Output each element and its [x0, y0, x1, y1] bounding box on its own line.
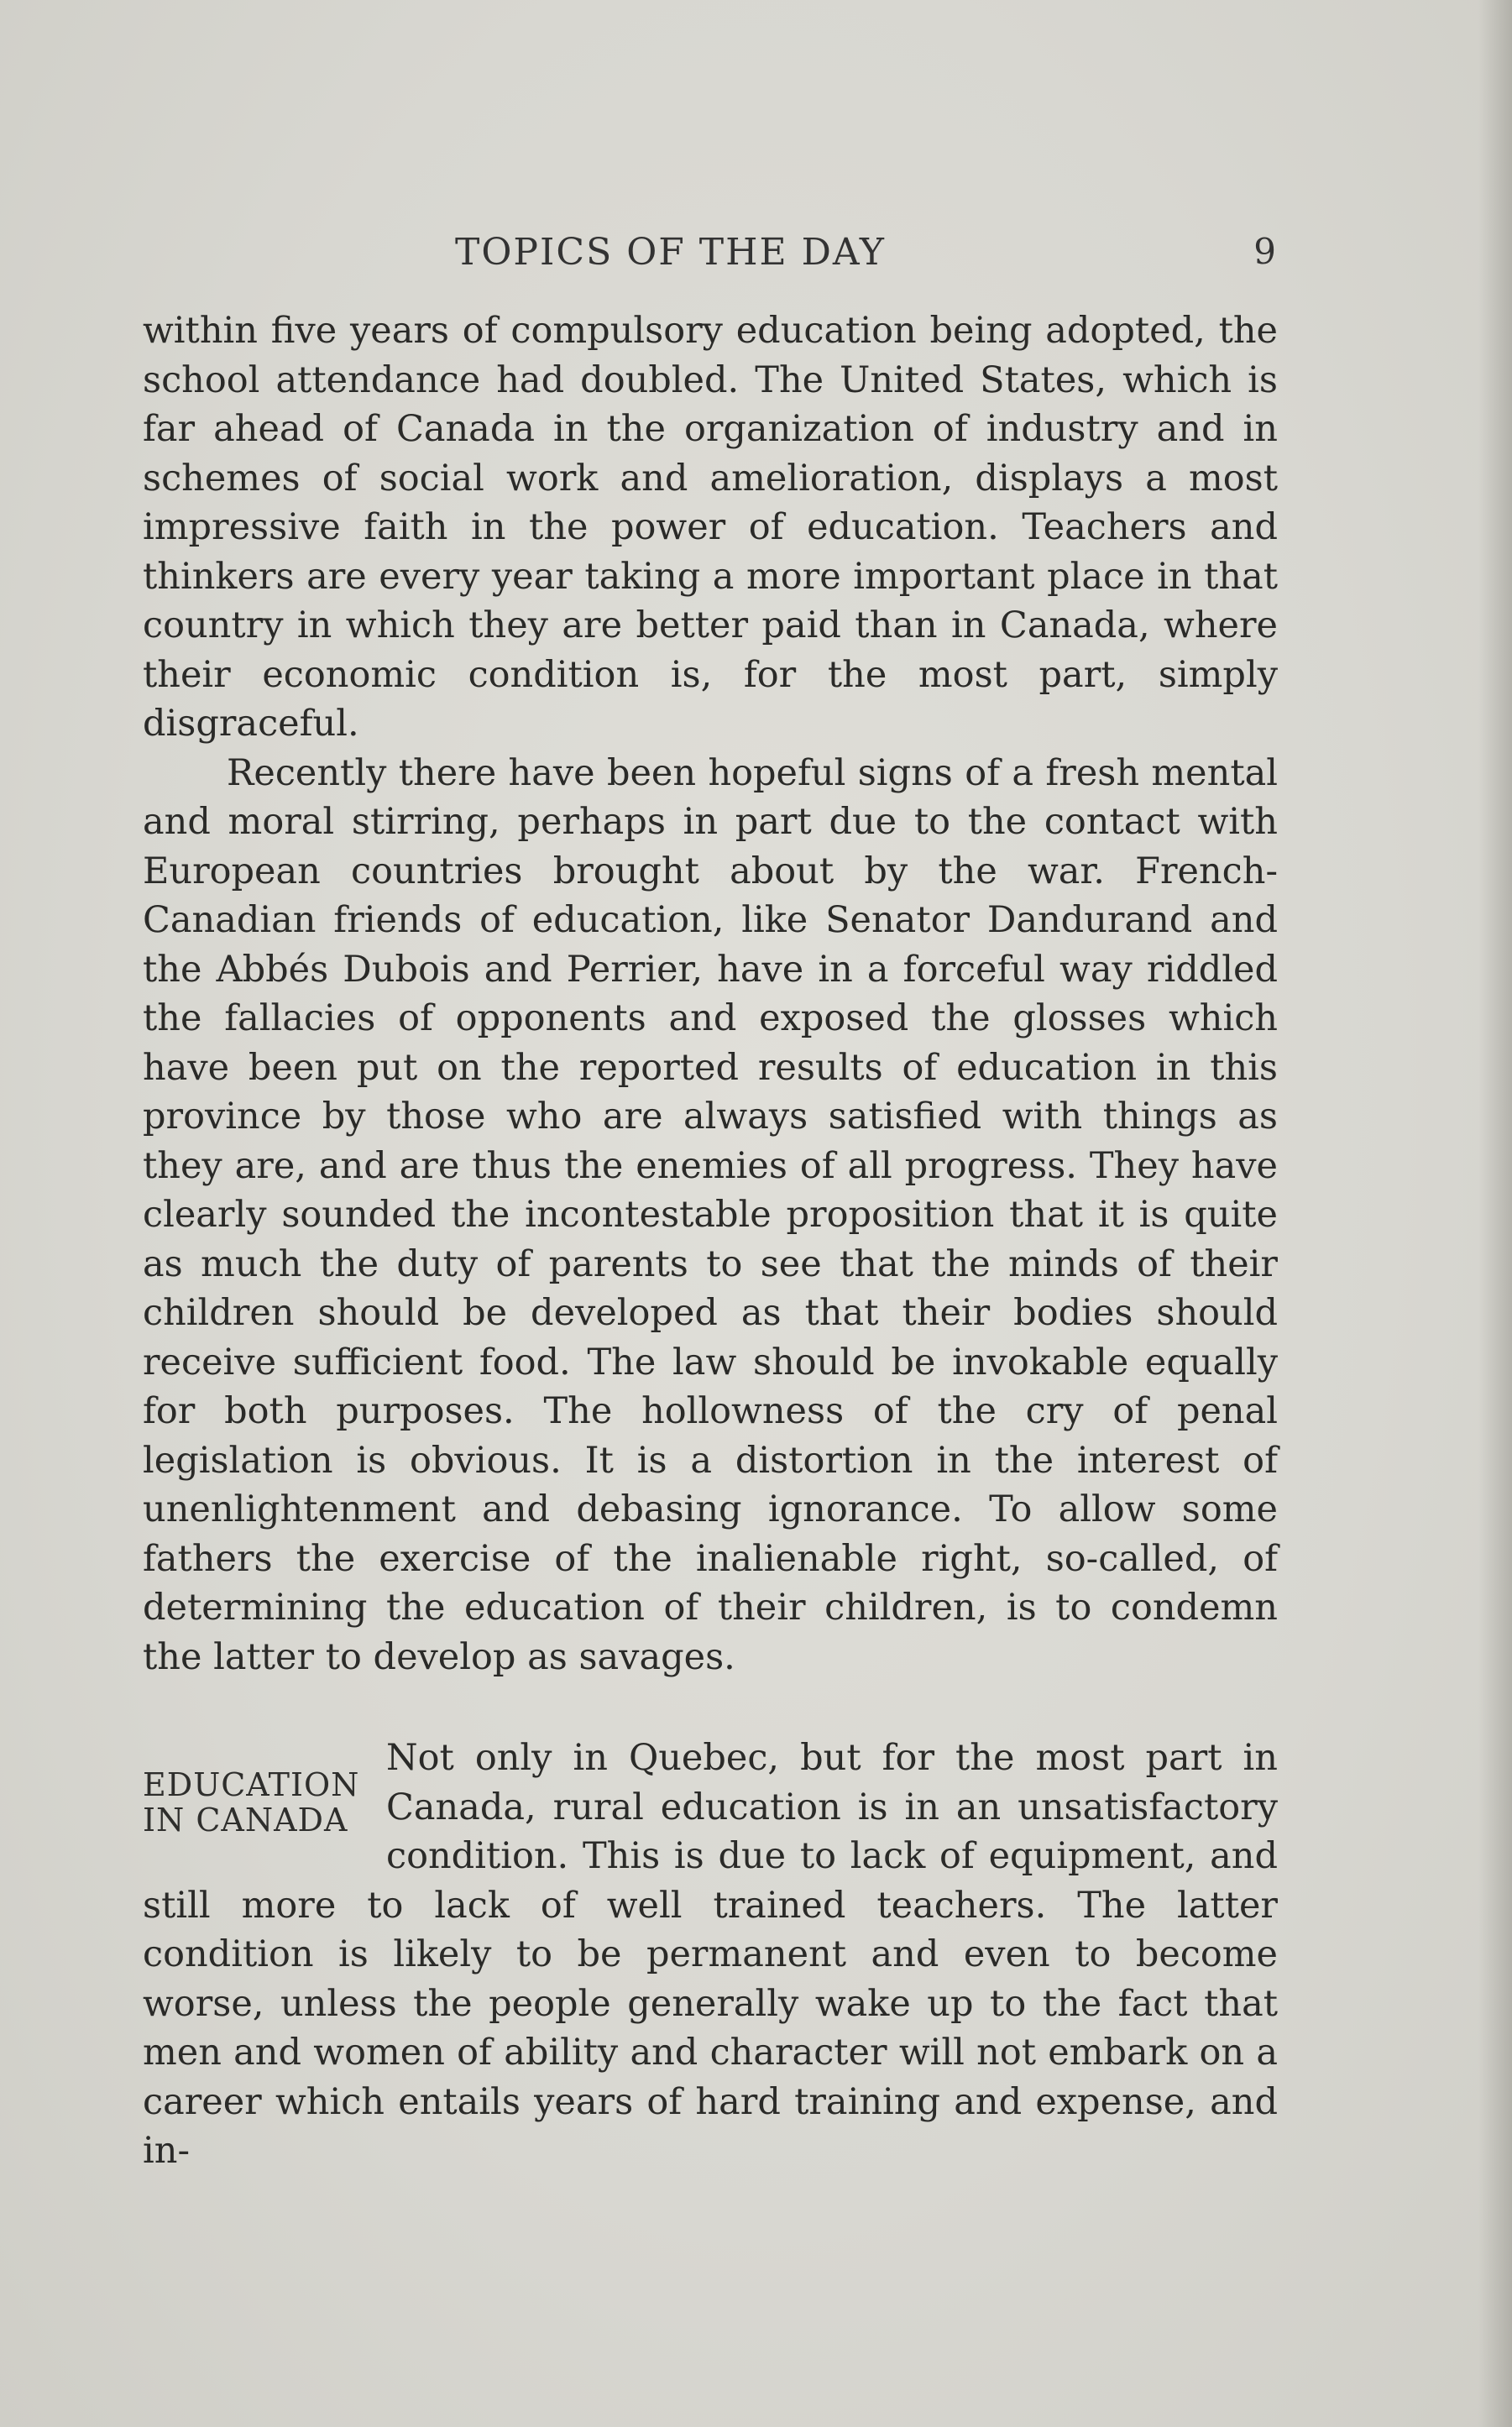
- side-heading-line-2: IN CANADA: [143, 1802, 348, 1839]
- body-text: [143, 306, 1278, 1682]
- running-head-title: TOPICS OF THE DAY: [455, 231, 886, 274]
- section-paragraph: Not only in Quebec, but for the most part in Canada, rural education is in an unsatisfactory condition. This is due to lack of equipment, and still more to lack of well trained teachers. The latter condition is likely to be permanent and even to become worse, unless the people generally wake up to the fact that men and women of ability and character will not embark on a career which entails years of hard training and expense, and in-: [143, 1737, 1278, 2172]
- side-heading: [143, 1767, 386, 1838]
- side-heading-line-1: EDUCATION: [143, 1766, 360, 1803]
- running-head: [147, 231, 1276, 281]
- paragraph-recently: Recently there have been hopeful signs of a fresh mental and moral stirring, perhaps in part due to the contact with European countries brought about by the war. French-Canadian friends of education, like Senator Dandurand and the Abbés Dubois and Perrier, have in a forceful way riddled the fallacies of opponents and exposed the glosses which have been put on the reported results of education in this province by those who are always satisfied with things as they are, and are thus the enemies of all progress. They have clearly sounded the incontestable proposition that it is quite as much the duty of parents to see that the minds of their children should be developed as that their bodies should receive sufficient food. The law should be invokable equally for both purposes. The hollowness of the cry of penal legislation is obvious. It is a distortion in the interest of unenlightenment and debasing ignorance. To allow some fathers the exercise of the inalienable right, so-called, of determining the education of their children, is to condemn the latter to develop as savages.: [143, 751, 1278, 1678]
- page-edge-shadow: [1478, 0, 1512, 2427]
- education-in-canada-section: [143, 1734, 1278, 2176]
- page-number: 9: [1253, 231, 1276, 272]
- paragraph-continued: within five years of compulsory education being adopted, the school attendance had doubled. The United States, which is far ahead of Canada in the organization of industry and in schemes of social work and amelioration, displays a most impressive faith in the power of education. Teachers and thinkers are every year taking a more important place in that country in which they are better paid than in Canada, where their economic condition is, for the most part, simply disgraceful.: [143, 310, 1278, 745]
